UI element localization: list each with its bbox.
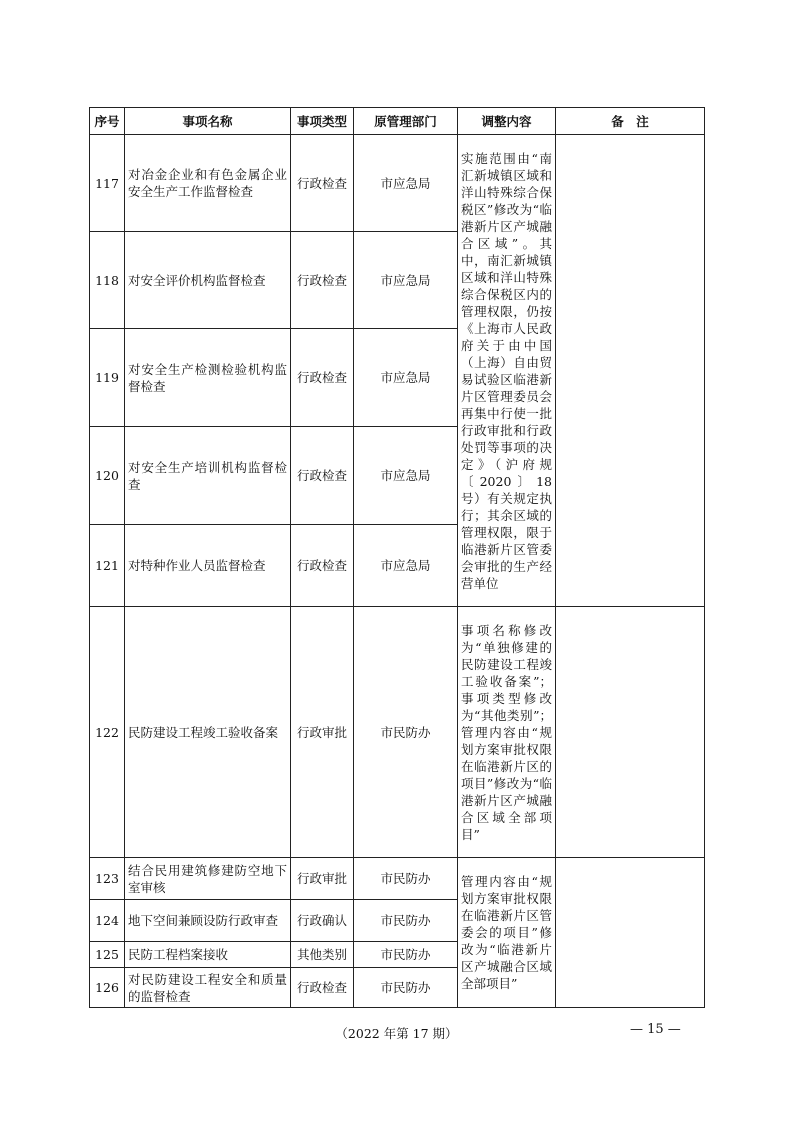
adjust-cell-122: 事项名称修改为“单独修建的民防建设工程竣工验收备案”；事项类型修改为“其他类别”；管理内容由“规划方案审批权限在临港新片区的项目”修改为“临港新片区产城融合区域全部项目” [458,607,556,858]
row-num: 121 [90,525,125,607]
row-dept: 市民防办 [354,942,458,968]
row-type: 行政检查 [291,329,354,427]
row-num: 122 [90,607,125,858]
row-dept: 市应急局 [354,135,458,232]
row-dept: 市应急局 [354,329,458,427]
table-row [90,607,705,858]
row-name: 民防工程档案接收 [125,942,291,968]
row-dept: 市民防办 [354,858,458,900]
row-dept: 市民防办 [354,968,458,1008]
row-type: 行政检查 [291,525,354,607]
row-type: 行政确认 [291,900,354,942]
row-dept: 市应急局 [354,427,458,525]
note-cell [556,607,705,858]
table-row [90,135,705,232]
row-type: 行政检查 [291,232,354,329]
header-adjust: 调整内容 [458,108,556,135]
row-type: 行政审批 [291,858,354,900]
row-name: 地下空间兼顾设防行政审查 [125,900,291,942]
row-num: 120 [90,427,125,525]
row-type: 行政检查 [291,968,354,1008]
issue-number: （2022 年第 17 期） [335,1026,458,1041]
header-name: 事项名称 [125,108,291,135]
row-name: 对冶金企业和有色金属企业安全生产工作监督检查 [125,135,291,232]
row-dept: 市民防办 [354,900,458,942]
row-name: 对安全生产培训机构监督检查 [125,427,291,525]
adjust-cell-117-121: 实施范围由“南汇新城镇区域和洋山特殊综合保税区”修改为“临港新片区产城融合区域”。其中，南汇新城镇区域和洋山特殊综合保税区内的管理权限，仍按《上海市人民政府关于由中国（上海）自由贸易试验区临港新片区管理委员会再集中行使一批行政审批和行政处罚等事项的决定》（沪府规〔2020〕18号）有关规定执行；其余区域的管理权限，限于临港新片区管委会审批的生产经营单位 [458,135,556,607]
row-num: 119 [90,329,125,427]
row-type: 其他类别 [291,942,354,968]
row-type: 行政检查 [291,427,354,525]
header-note: 备 注 [556,108,705,135]
row-name: 对安全评价机构监督检查 [125,232,291,329]
note-cell [556,858,705,1008]
row-num: 118 [90,232,125,329]
header-type: 事项类型 [291,108,354,135]
row-name: 对安全生产检测检验机构监督检查 [125,329,291,427]
row-name: 结合民用建筑修建防空地下室审核 [125,858,291,900]
row-dept: 市应急局 [354,232,458,329]
note-cell [556,135,705,607]
row-num: 117 [90,135,125,232]
row-num: 125 [90,942,125,968]
adjustment-table [89,107,705,1008]
row-num: 126 [90,968,125,1008]
row-name: 对民防建设工程安全和质量的监督检查 [125,968,291,1008]
row-type: 行政审批 [291,607,354,858]
row-name: 对特种作业人员监督检查 [125,525,291,607]
page-number: — 15 — [630,1022,681,1037]
row-dept: 市民防办 [354,607,458,858]
row-num: 124 [90,900,125,942]
table-header-row [90,108,705,135]
row-type: 行政检查 [291,135,354,232]
row-dept: 市应急局 [354,525,458,607]
header-num: 序号 [90,108,125,135]
row-name: 民防建设工程竣工验收备案 [125,607,291,858]
header-dept: 原管理部门 [354,108,458,135]
row-num: 123 [90,858,125,900]
adjust-cell-123-126: 管理内容由“规划方案审批权限在临港新片区管委会的项目”修改为“临港新片区产城融合区域全部项目” [458,858,556,1008]
table-row [90,858,705,900]
